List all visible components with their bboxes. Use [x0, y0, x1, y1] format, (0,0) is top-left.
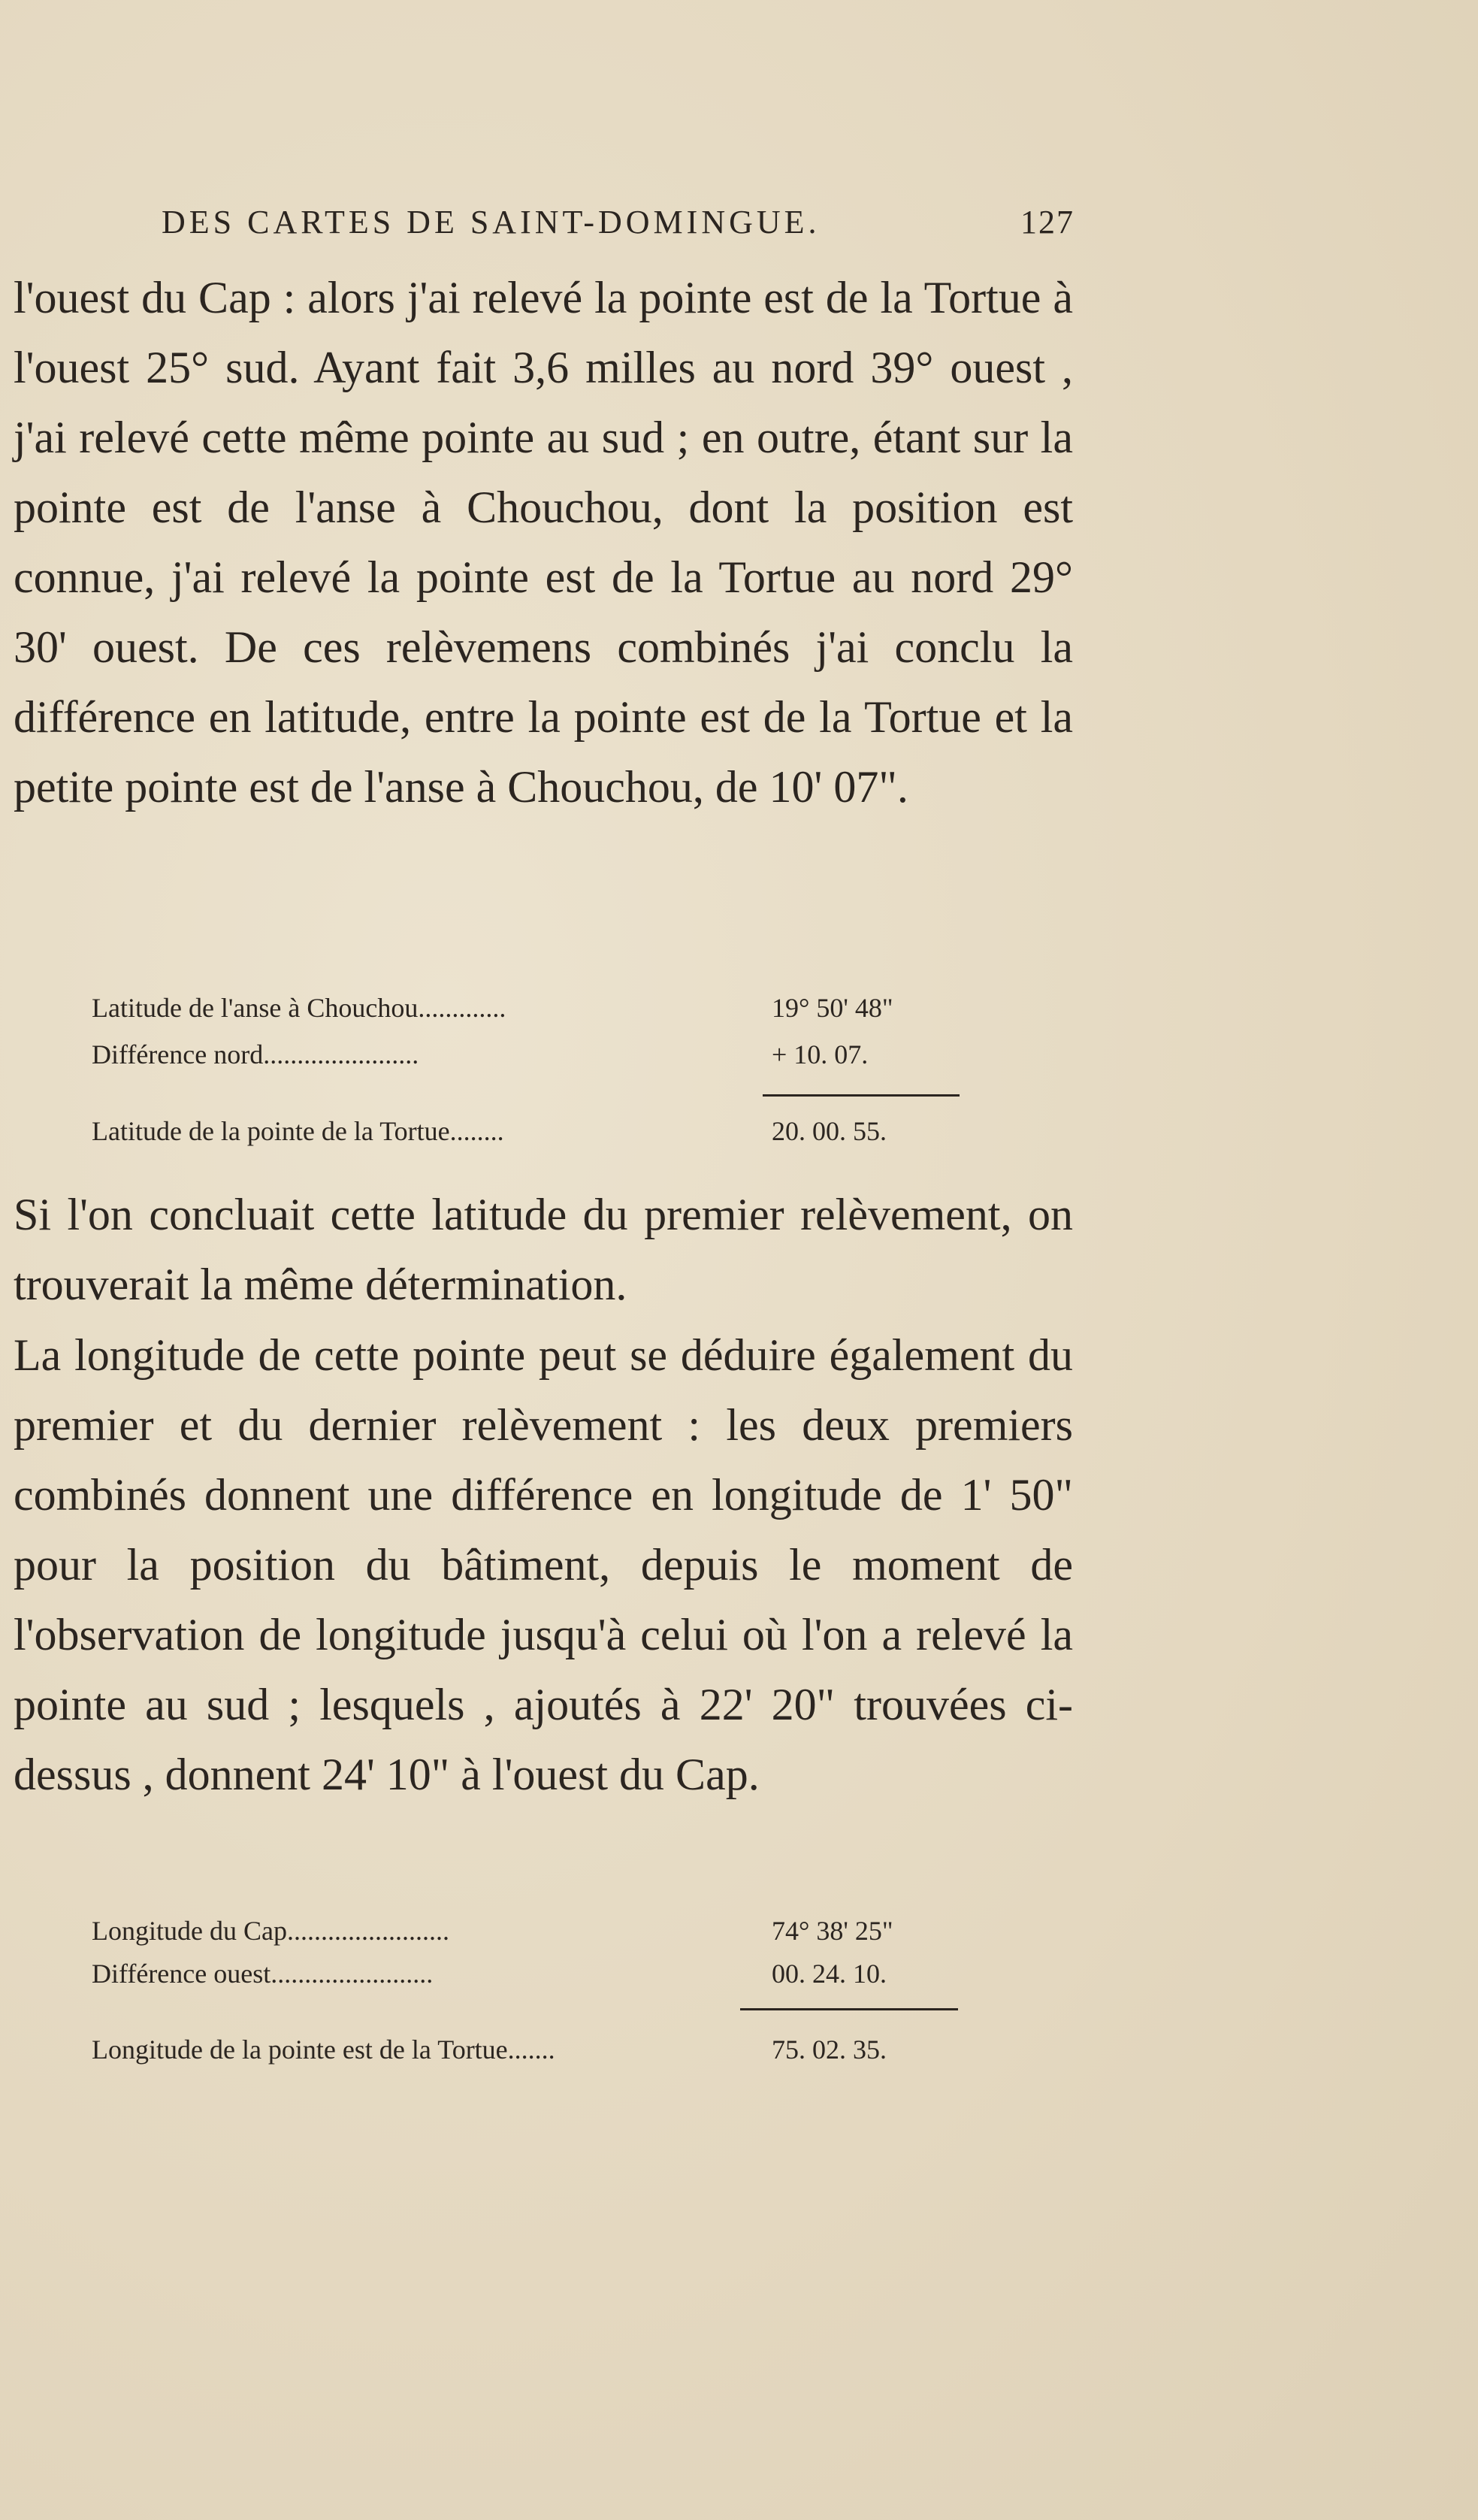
table-row — [92, 1039, 963, 1075]
row-value: + 10. 07. — [772, 1039, 869, 1069]
paragraph-1: l'ouest du Cap : alors j'ai relevé la pointe est de la Tortue à l'ouest 25° sud. Ayant fait 3,6 milles au nord 39° ouest , j'ai relevé cette même pointe au sud ; en outre, étant sur la pointe est de l'anse à Chouchou, dont la position est connue, j'ai relevé la pointe est de la Tortue au nord 29° 30' ouest. De ces relèvemens combinés j'ai conclu la différence en latitude, entre la pointe est de la Tortue et la petite pointe est de l'anse à Chouchou, de 10' 07". — [14, 273, 1073, 812]
row-value: 74° 38' 25" — [772, 1916, 893, 1946]
row-value: 00. 24. 10. — [772, 1959, 887, 1989]
table-row — [92, 1915, 963, 1951]
row-label: Latitude de l'anse à Chouchou............. — [92, 993, 506, 1023]
paragraph-2: Si l'on concluait cette latitude du premier relèvement, on trouverait la même détermination. — [14, 1190, 1073, 1309]
row-label: Différence ouest........................ — [92, 1959, 434, 1989]
total-value: 75. 02. 35. — [772, 2034, 887, 2065]
table-row — [92, 1958, 963, 1994]
paragraph-3: La longitude de cette pointe peut se déduire également du premier et du dernier relèvement : les deux premiers combinés donnent une différence en longitude de 1' 50" pour la position du bâtiment, depuis le moment de l'observation de longitude jusqu'à celui où l'on a relevé la pointe au sud ; lesquels , ajoutés à 22' 20" trouvées ci-dessus , donnent 24' 10" à l'ouest du Cap. — [14, 1330, 1073, 1799]
sum-rule — [763, 1094, 960, 1097]
row-label: Différence nord....................... — [92, 1039, 419, 1069]
total-value: 20. 00. 55. — [772, 1116, 887, 1146]
running-title: DES CARTES DE SAINT-DOMINGUE. — [162, 204, 821, 241]
table-row — [92, 992, 963, 1028]
total-label: Longitude de la pointe est de la Tortue....... — [92, 2034, 555, 2065]
table-total-row — [92, 2034, 963, 2070]
row-label: Longitude du Cap........................ — [92, 1916, 449, 1946]
row-value: 19° 50' 48" — [772, 993, 893, 1023]
page-number: 127 — [1020, 204, 1074, 241]
total-label: Latitude de la pointe de la Tortue........ — [92, 1116, 504, 1146]
sum-rule — [740, 2008, 958, 2010]
table-total-row — [92, 1115, 963, 1151]
running-header — [162, 203, 1074, 256]
